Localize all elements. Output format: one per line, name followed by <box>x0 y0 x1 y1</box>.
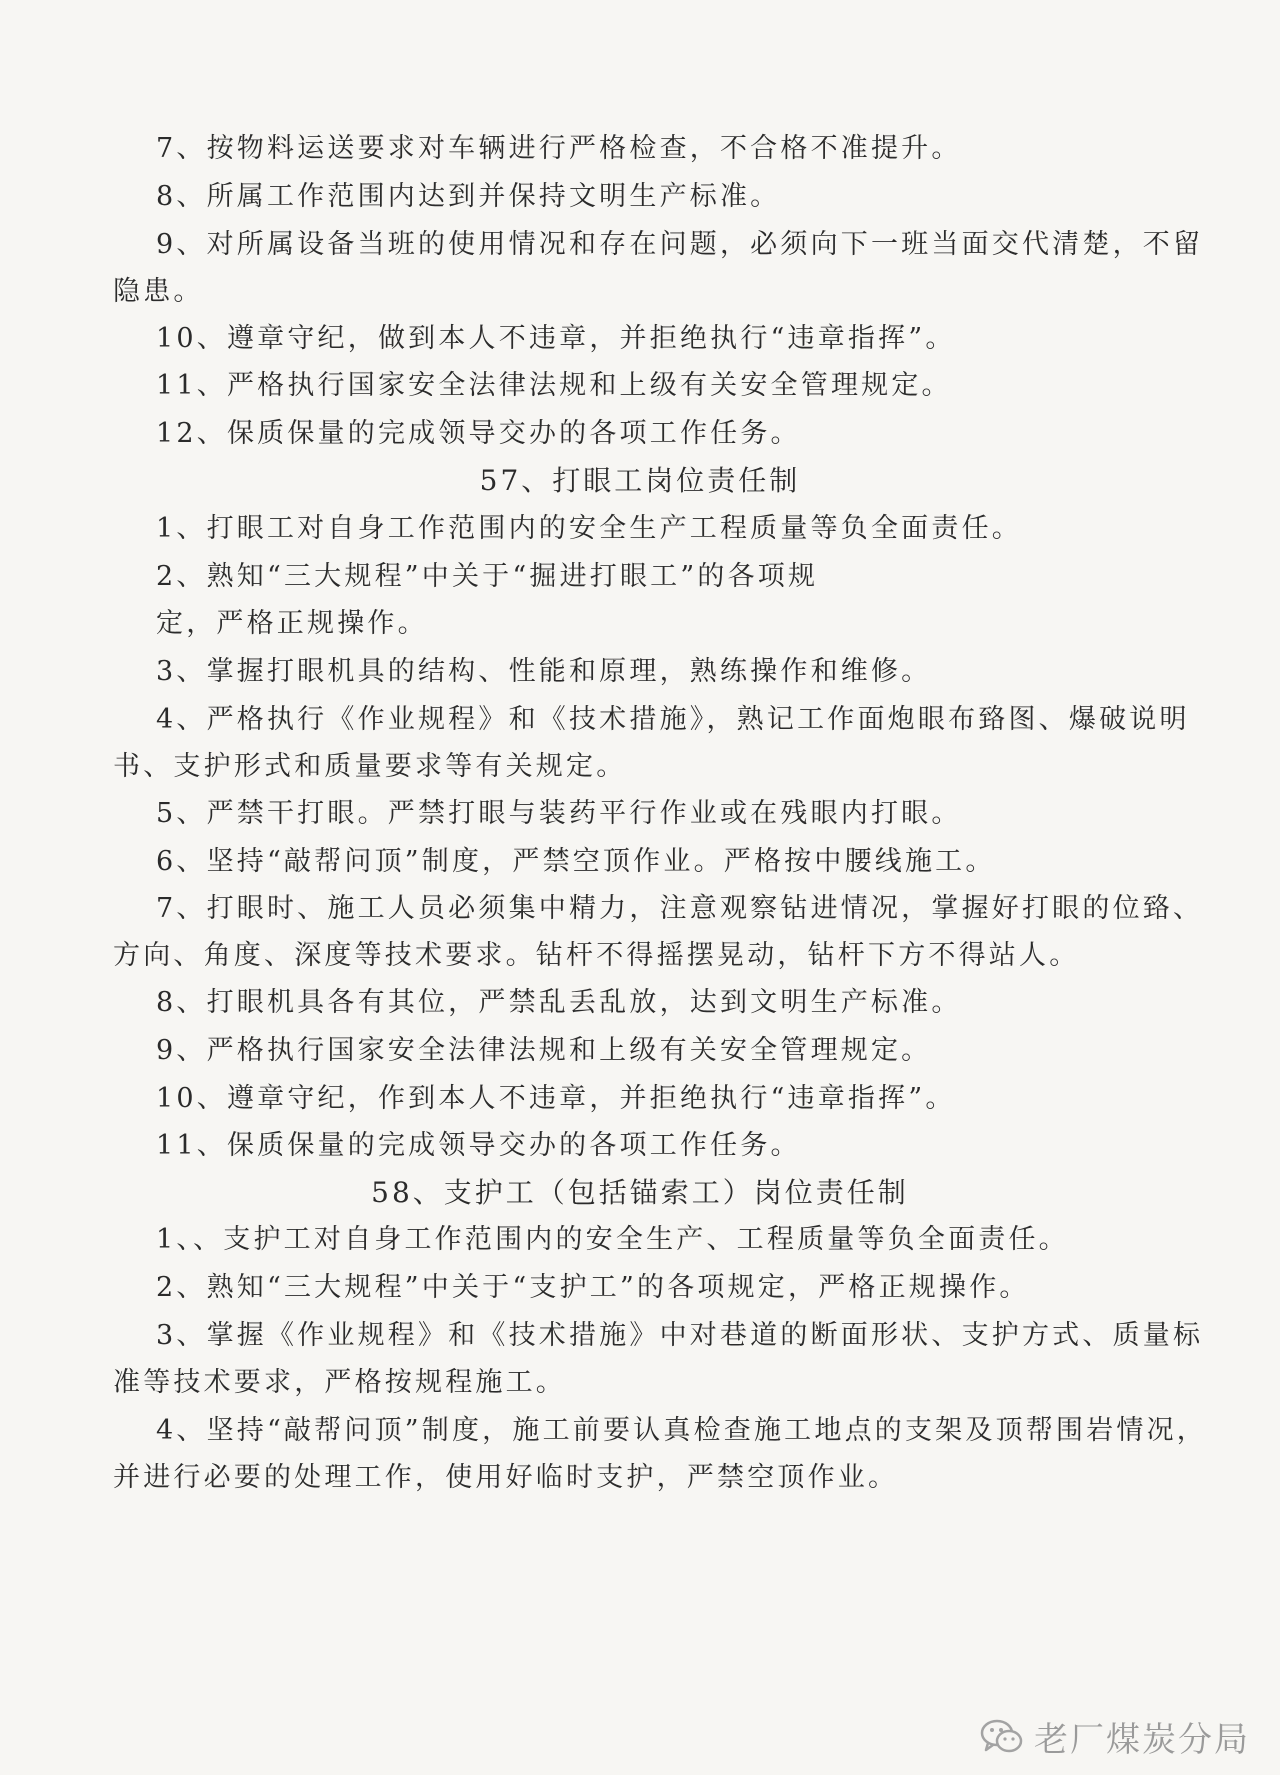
list-item: 11、保质保量的完成领导交办的各项工作任务。 <box>156 1130 801 1161</box>
list-item-continuation: 并进行必要的处理工作，使用好临时支护，严禁空顶作业。 <box>113 1462 899 1493</box>
list-item: 2、熟知“三大规程”中关于“掘进打眼工”的各项规 <box>156 561 819 592</box>
section-heading-58: 58、支护工（包括锚索工）岗位责任制 <box>371 1176 909 1209</box>
list-item-continuation: 方向、角度、深度等技术要求。钻杆不得摇摆晃动，钻杆下方不得站人。 <box>113 940 1080 971</box>
list-item-continuation: 定，严格正规操作。 <box>156 608 428 639</box>
list-item-continuation: 准等技术要求，严格按规程施工。 <box>113 1367 566 1398</box>
list-item: 6、坚持“敲帮问顶”制度，严禁空顶作业。严格按中腰线施工。 <box>156 846 996 877</box>
list-item: 10、遵章守纪，作到本人不违章，并拒绝执行“违章指挥”。 <box>156 1083 956 1114</box>
list-item: 4、严格执行《作业规程》和《技术措施》，熟记工作面炮眼布臵图、爆破说明 <box>156 704 1190 735</box>
list-item: 3、掌握《作业规程》和《技术措施》中对巷道的断面形状、支护方式、质量标 <box>156 1320 1204 1351</box>
list-item: 9、严格执行国家安全法律法规和上级有关安全管理规定。 <box>156 1035 932 1066</box>
list-item: 3、掌握打眼机具的结构、性能和原理，熟练操作和维修。 <box>156 656 932 687</box>
list-item: 5、严禁干打眼。严禁打眼与装药平行作业或在残眼内打眼。 <box>156 798 962 829</box>
list-item: 11、严格执行国家安全法律法规和上级有关安全管理规定。 <box>156 370 952 401</box>
list-item-continuation: 隐患。 <box>113 276 204 307</box>
list-item: 8、所属工作范围内达到并保持文明生产标准。 <box>156 181 781 212</box>
list-item: 1、、支护工对自身工作范围内的安全生产、工程质量等负全面责任。 <box>156 1224 1069 1255</box>
list-item: 4、坚持“敲帮问顶”制度，施工前要认真检查施工地点的支架及顶帮围岩情况， <box>156 1415 1207 1446</box>
list-item: 2、熟知“三大规程”中关于“支护工”的各项规定，严格正规操作。 <box>156 1272 1030 1303</box>
list-item: 1、打眼工对自身工作范围内的安全生产工程质量等负全面责任。 <box>156 513 1022 544</box>
watermark-text: 老厂煤炭分局 <box>1034 1720 1250 1760</box>
section-heading-57: 57、打眼工岗位责任制 <box>479 464 801 497</box>
list-item-continuation: 书、支护形式和质量要求等有关规定。 <box>113 751 627 782</box>
list-item: 10、遵章守纪，做到本人不违章，并拒绝执行“违章指挥”。 <box>156 323 956 354</box>
wechat-icon <box>980 1717 1024 1757</box>
watermark <box>980 1712 1250 1761</box>
list-item: 9、对所属设备当班的使用情况和存在问题，必须向下一班当面交代清楚，不留 <box>156 229 1204 260</box>
list-item: 7、打眼时、施工人员必须集中精力，注意观察钻进情况，掌握好打眼的位臵、 <box>156 893 1204 924</box>
list-item: 7、按物料运送要求对车辆进行严格检查，不合格不准提升。 <box>156 133 962 164</box>
list-item: 8、打眼机具各有其位，严禁乱丢乱放，达到文明生产标准。 <box>156 987 962 1018</box>
list-item: 12、保质保量的完成领导交办的各项工作任务。 <box>156 418 801 449</box>
